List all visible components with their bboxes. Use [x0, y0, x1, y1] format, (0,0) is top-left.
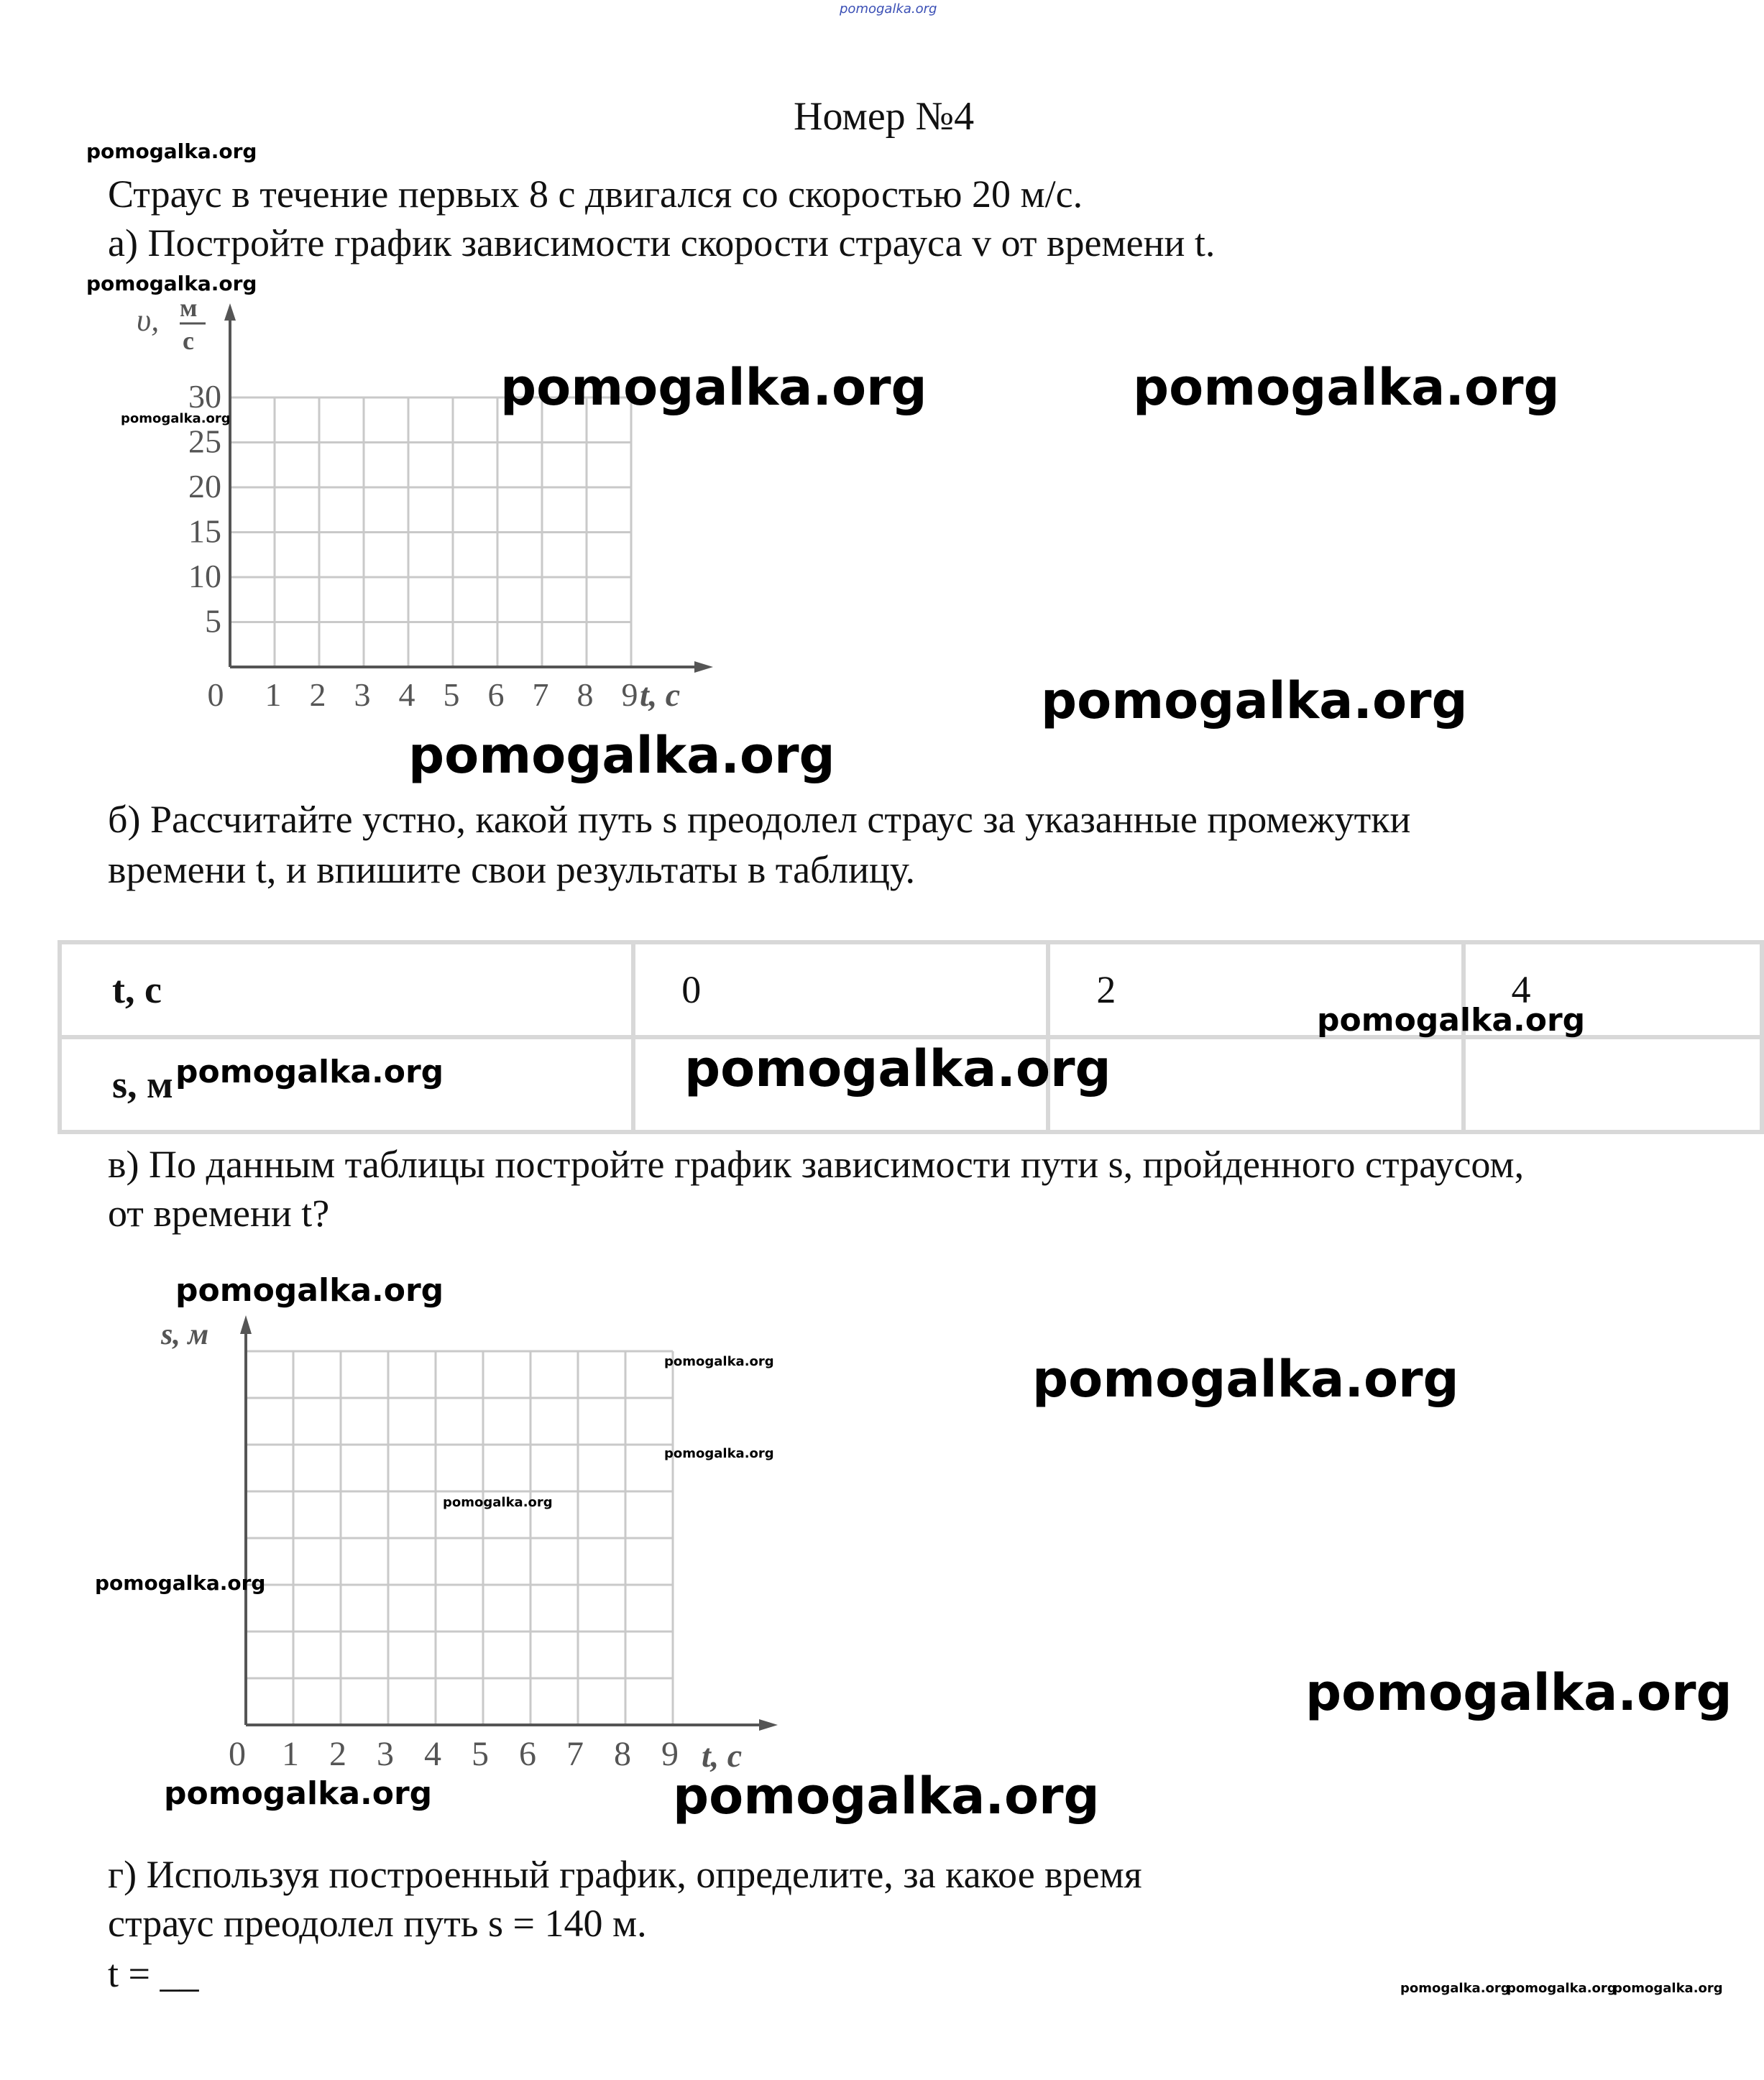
- y-tick-label: 20: [188, 468, 221, 505]
- velocity-chart-grid: [230, 397, 631, 667]
- x-tick-label: 2: [309, 676, 326, 713]
- task-v-text-line1: в) По данным таблицы постройте график зависимости пути s, пройденного страусом,: [108, 1143, 1525, 1186]
- x-axis-label: t, c: [702, 1737, 743, 1774]
- watermark: pomogalka.org: [673, 1767, 1100, 1826]
- x-tick-label: 3: [377, 1735, 394, 1773]
- x-tick-label: 9: [621, 676, 638, 713]
- watermark: pomogalka.org: [95, 1571, 266, 1595]
- table-cell: 2: [1048, 942, 1463, 1037]
- watermark: pomogalka.org: [443, 1495, 553, 1510]
- watermark: pomogalka.org: [1507, 1981, 1617, 1996]
- y-tick-label: 25: [188, 423, 221, 460]
- watermark: pomogalka.org: [1317, 1002, 1586, 1039]
- distance-chart: [151, 1308, 798, 1782]
- task-b-text-line2: времени t, и впишите свои результаты в таблицу.: [108, 848, 916, 891]
- watermark: pomogalka.org: [1032, 1350, 1459, 1409]
- distance-chart-axes: [240, 1315, 778, 1731]
- watermark: pomogalka.org: [1613, 1981, 1723, 1996]
- intro-text: Страус в течение первых 8 с двигался со скоростью 20 м/с.: [108, 172, 1083, 216]
- watermark: pomogalka.org: [121, 411, 231, 426]
- table-cell-empty[interactable]: [1464, 1037, 1763, 1132]
- x-tick-label: 0: [229, 1735, 246, 1773]
- y-tick-label: 10: [188, 558, 221, 594]
- x-axis-arrow: [694, 661, 713, 673]
- x-tick-label: 6: [519, 1735, 536, 1773]
- table-cell: 4: [1464, 942, 1763, 1037]
- page-title: Номер №4: [794, 94, 975, 139]
- y-axis-variable: υ,: [137, 303, 160, 338]
- x-tick-label: 1: [282, 1735, 299, 1773]
- x-tick-label: 2: [329, 1735, 346, 1773]
- task-g-text-line1: г) Используя построенный график, определите, за какое время: [108, 1853, 1142, 1896]
- watermark: pomogalka.org: [1041, 671, 1468, 730]
- y-axis-unit-numerator: м: [180, 295, 198, 322]
- x-tick-label: 7: [566, 1735, 584, 1773]
- table-cell-time-label: t, c: [60, 942, 633, 1037]
- x-axis-label: t, c: [640, 676, 681, 713]
- x-tick-label: 3: [354, 676, 371, 713]
- watermark: pomogalka.org: [664, 1354, 774, 1369]
- task-a-text: а) Постройте график зависимости скорости страуса v от времени t.: [108, 221, 1216, 264]
- watermark: pomogalka.org: [1305, 1663, 1732, 1722]
- y-axis-arrow: [240, 1315, 252, 1334]
- y-tick-label: 15: [188, 512, 221, 550]
- x-tick-label: 1: [265, 676, 282, 713]
- answer-line[interactable]: t = __: [108, 1952, 199, 1995]
- task-b-text-line1: б) Рассчитайте устно, какой путь s преодолел страус за указанные промежутки: [108, 798, 1411, 841]
- watermark: pomogalka.org: [1400, 1981, 1510, 1996]
- x-tick-label: 4: [398, 676, 415, 713]
- watermark-top: pomogalka.org: [840, 1, 937, 17]
- x-axis-arrow: [759, 1719, 778, 1731]
- watermark: pomogalka.org: [684, 1039, 1111, 1098]
- watermark: pomogalka.org: [408, 726, 835, 785]
- y-axis-label: s, м: [161, 1318, 209, 1351]
- y-axis-unit-denominator: с: [183, 326, 194, 355]
- watermark: pomogalka.org: [86, 139, 257, 163]
- y-tick-label: 30: [188, 378, 221, 415]
- x-tick-label: 8: [614, 1735, 631, 1773]
- table-cell-distance-label: s, м: [60, 1037, 633, 1132]
- x-tick-label: 8: [576, 676, 594, 713]
- task-v-text-line2: от времени t?: [108, 1192, 330, 1235]
- distance-chart-grid: [246, 1351, 673, 1725]
- x-tick-label: 7: [532, 676, 549, 713]
- x-tick-label: 6: [487, 676, 505, 713]
- x-tick-label: 4: [424, 1735, 441, 1773]
- watermark: pomogalka.org: [500, 358, 927, 417]
- watermark: pomogalka.org: [664, 1446, 774, 1461]
- watermark: pomogalka.org: [1133, 358, 1560, 417]
- task-g-text-line2: страус преодолел путь s = 140 м.: [108, 1902, 647, 1945]
- watermark: pomogalka.org: [164, 1775, 433, 1812]
- y-axis-arrow: [224, 303, 236, 321]
- watermark: pomogalka.org: [175, 1272, 444, 1309]
- x-tick-label: 5: [472, 1735, 489, 1773]
- y-tick-label: 5: [205, 602, 221, 640]
- watermark: pomogalka.org: [175, 1054, 444, 1090]
- x-tick-label: 0: [207, 676, 224, 713]
- table-cell: 0: [633, 942, 1048, 1037]
- x-tick-label: 5: [443, 676, 460, 713]
- x-tick-label: 9: [661, 1735, 679, 1773]
- watermark: pomogalka.org: [86, 272, 257, 295]
